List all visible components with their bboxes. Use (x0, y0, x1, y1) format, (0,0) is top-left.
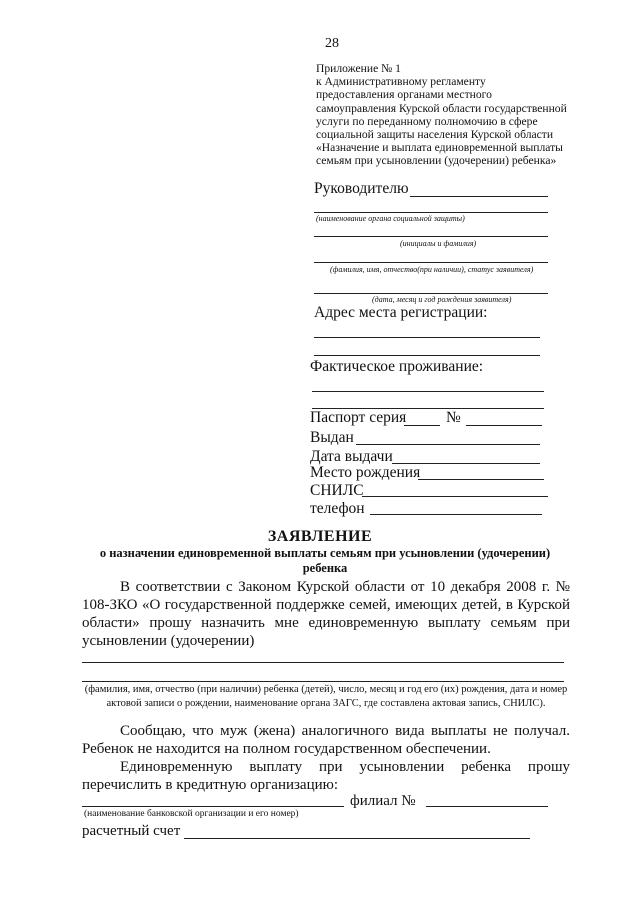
registration-field-line[interactable] (314, 355, 540, 356)
bank-hint: (наименование банковской организации и его номер) (84, 809, 299, 819)
addressee-field-line[interactable] (410, 196, 548, 197)
registration-label: Адрес места регистрации: (314, 304, 488, 321)
appendix-line: предоставления органами местного (316, 88, 492, 102)
issued-field[interactable] (356, 444, 540, 445)
appendix-line: к Административному регламенту (316, 75, 486, 89)
child-field-line[interactable] (82, 662, 564, 663)
passport-series-field[interactable] (404, 425, 440, 426)
applicant-hint: (фамилия, имя, отчество(при наличии), статус заявителя) (330, 265, 534, 274)
issued-label: Выдан (310, 429, 354, 446)
registration-field-line[interactable] (314, 337, 540, 338)
appendix-line: самоуправления Курской области государственной (316, 101, 567, 115)
appendix-line: услуги по переданному полномочию в сфере (316, 114, 538, 128)
issue-date-label: Дата выдачи (310, 448, 393, 465)
branch-label: филиал № (350, 793, 416, 809)
page-number: 28 (325, 36, 339, 51)
statement-paragraph-3 (82, 758, 570, 794)
organ-hint: (наименование органа социальной защиты) (316, 214, 465, 223)
statement-paragraph-1 (82, 578, 570, 650)
statement-paragraph-2 (82, 722, 570, 758)
birth-field-line[interactable] (314, 293, 548, 294)
appendix-line: семьям при усыновлении (удочерении) ребенка» (316, 154, 557, 168)
phone-field[interactable] (370, 514, 542, 515)
paragraph-2-text: Сообщаю, что муж (жена) аналогичного вида выплаты не получал. Ребенок не находится на полном государственном обеспечении. (82, 723, 570, 757)
initials-field-line[interactable] (314, 236, 548, 237)
branch-number-field[interactable] (426, 806, 548, 807)
initials-hint: (инициалы и фамилия) (400, 239, 477, 248)
birth-hint: (дата, месяц и год рождения заявителя) (372, 295, 512, 304)
child-hint: (фамилия, имя, отчество (при наличии) ребенка (детей), число, месяц и год его (их) рождения, дата и номер актовой записи о рождении, наименование органа ЗАГС, где составлена актовая запись, СНИЛС). (84, 684, 568, 709)
residence-label: Фактическое проживание: (310, 358, 484, 375)
residence-field-line[interactable] (312, 391, 544, 392)
statement-title: ЗАЯВЛЕНИЕ (267, 528, 373, 545)
child-field-line[interactable] (82, 681, 564, 682)
addressee-label: Руководителю (314, 180, 409, 197)
passport-number-label: № (446, 409, 461, 426)
paragraph-1-text: В соответствии с Законом Курской области от 10 декабря 2008 г. № 108-ЗКО «О государственной поддержке семей, имеющих детей, в Курской области» прошу назначить мне единовременную выплату семьям при усыновлении (удочерении) (82, 579, 570, 649)
snils-field[interactable] (362, 496, 548, 497)
appendix-line: социальной защиты населения Курской области (316, 128, 554, 142)
paragraph-3-text: Единовременную выплату при усыновлении ребенка прошу перечислить в кредитную организацию: (82, 759, 570, 793)
birthplace-field[interactable] (418, 479, 544, 480)
organ-field-line[interactable] (314, 212, 548, 213)
appendix-line: Приложение № 1 (316, 62, 401, 75)
appendix-line: «Назначение и выплата единовременной выплаты (316, 141, 563, 155)
appendix-block (316, 62, 586, 168)
phone-label: телефон (310, 500, 365, 517)
statement-subtitle: о назначении единовременной выплаты семьям при усыновлении (удочерении) ребенка (99, 546, 551, 575)
bank-name-field[interactable] (82, 806, 344, 807)
snils-label: СНИЛС (310, 482, 364, 499)
passport-series-label: Паспорт серия (310, 409, 407, 426)
applicant-field-line[interactable] (314, 262, 548, 263)
birthplace-label: Место рождения (310, 464, 421, 481)
account-label: расчетный счет (82, 823, 181, 839)
account-field[interactable] (184, 838, 530, 839)
passport-number-field[interactable] (466, 425, 542, 426)
